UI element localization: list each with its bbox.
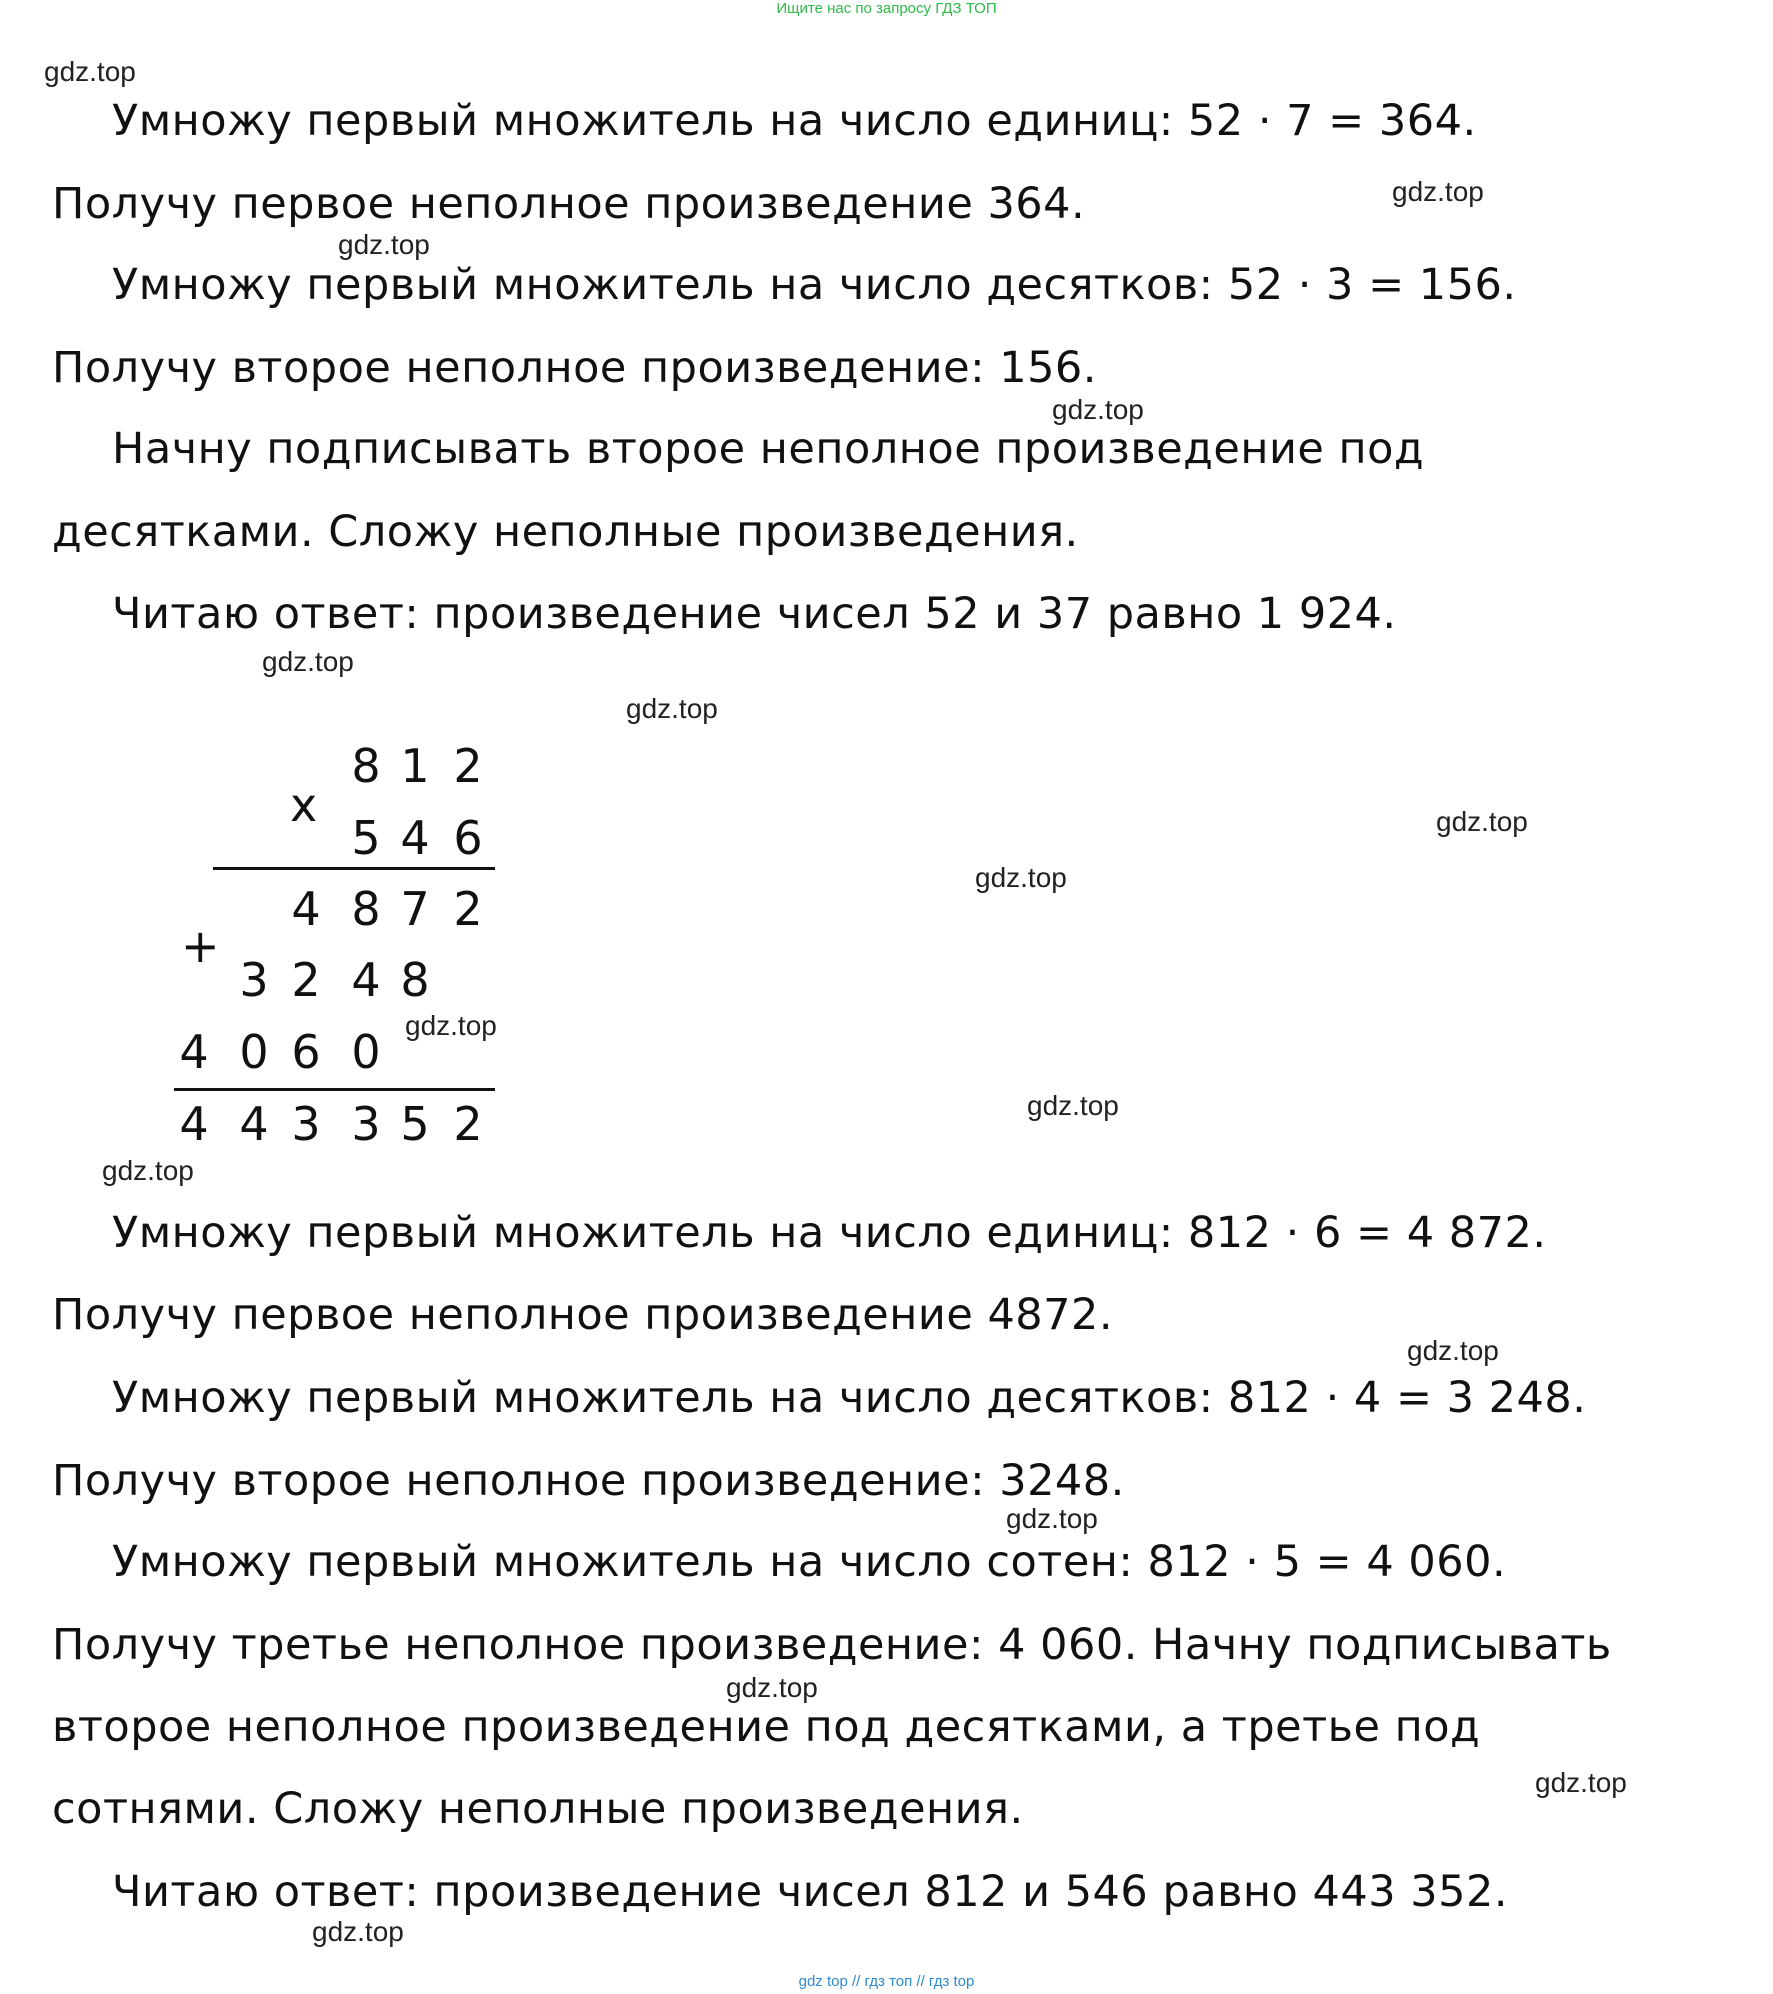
digit: 2 [453, 1097, 483, 1151]
text-line: Умножу первый множитель на число единиц: 812 · 6 = 4 872. [112, 1208, 1547, 1258]
multiply-sign: x [290, 778, 318, 832]
digit: 3 [351, 1097, 381, 1151]
watermark: gdz.top [626, 693, 718, 724]
digit: 8 [351, 882, 381, 936]
digit: 6 [453, 811, 483, 865]
watermark: gdz.top [1006, 1503, 1098, 1534]
digit: 4 [351, 953, 381, 1007]
text-line: Умножу первый множитель на число десятков: 52 · 3 = 156. [112, 260, 1517, 310]
digit: 7 [400, 882, 430, 936]
watermark: gdz.top [1407, 1335, 1499, 1366]
watermark: gdz.top [338, 229, 430, 260]
column-multiplication [0, 0, 1, 1]
digit: 4 [179, 1025, 209, 1079]
text-line: десятками. Сложу неполные произведения. [52, 507, 1079, 557]
digit: 1 [400, 739, 430, 793]
digit: 2 [291, 953, 321, 1007]
digit: 4 [291, 882, 321, 936]
digit: 8 [351, 739, 381, 793]
text-line: Читаю ответ: произведение чисел 52 и 37 равно 1 924. [112, 589, 1397, 639]
watermark: gdz.top [1535, 1767, 1627, 1798]
plus-sign: + [181, 919, 220, 973]
watermark: gdz.top [1436, 806, 1528, 837]
digit: 3 [291, 1097, 321, 1151]
calc-divider-line [213, 867, 495, 870]
text-line: Умножу первый множитель на число единиц: 52 · 7 = 364. [112, 96, 1477, 146]
watermark: gdz.top [1392, 176, 1484, 207]
digit: 4 [239, 1097, 269, 1151]
watermark: gdz.top [726, 1672, 818, 1703]
text-line: Умножу первый множитель на число десятков: 812 · 4 = 3 248. [112, 1373, 1587, 1423]
digit: 2 [453, 882, 483, 936]
text-line: Получу первое неполное произведение 364. [52, 179, 1086, 229]
digit: 4 [179, 1097, 209, 1151]
digit: 0 [239, 1025, 269, 1079]
digit: 5 [400, 1097, 430, 1151]
digit: 5 [351, 811, 381, 865]
watermark: gdz.top [1052, 394, 1144, 425]
calc-result-line [174, 1088, 495, 1091]
text-line: Получу третье неполное произведение: 4 060. Начну подписывать [52, 1620, 1612, 1670]
text-line: Читаю ответ: произведение чисел 812 и 546 равно 443 352. [112, 1867, 1509, 1917]
text-line: Получу первое неполное произведение 4872. [52, 1290, 1114, 1340]
text-line: сотнями. Сложу неполные произведения. [52, 1784, 1024, 1834]
watermark: gdz.top [102, 1155, 194, 1186]
text-line: Получу второе неполное произведение: 156. [52, 343, 1097, 393]
digit: 4 [400, 811, 430, 865]
digit: 3 [239, 953, 269, 1007]
watermark: gdz.top [44, 56, 136, 87]
digit: 2 [453, 739, 483, 793]
text-line: Начну подписывать второе неполное произведение под [112, 424, 1425, 474]
page-header: Ищите нас по запросу ГДЗ ТОП [776, 0, 997, 17]
digit: 0 [351, 1025, 381, 1079]
page-footer: gdz top // гдз топ // гдз top [798, 1973, 975, 1990]
watermark: gdz.top [975, 862, 1067, 893]
watermark: gdz.top [312, 1916, 404, 1947]
watermark: gdz.top [1027, 1090, 1119, 1121]
digit: 6 [291, 1025, 321, 1079]
watermark: gdz.top [262, 646, 354, 677]
text-line: Умножу первый множитель на число сотен: 812 · 5 = 4 060. [112, 1537, 1507, 1587]
digit: 8 [400, 953, 430, 1007]
text-line: второе неполное произведение под десятками, а третье под [52, 1702, 1481, 1752]
text-line: Получу второе неполное произведение: 3248. [52, 1456, 1125, 1506]
watermark: gdz.top [405, 1010, 497, 1041]
